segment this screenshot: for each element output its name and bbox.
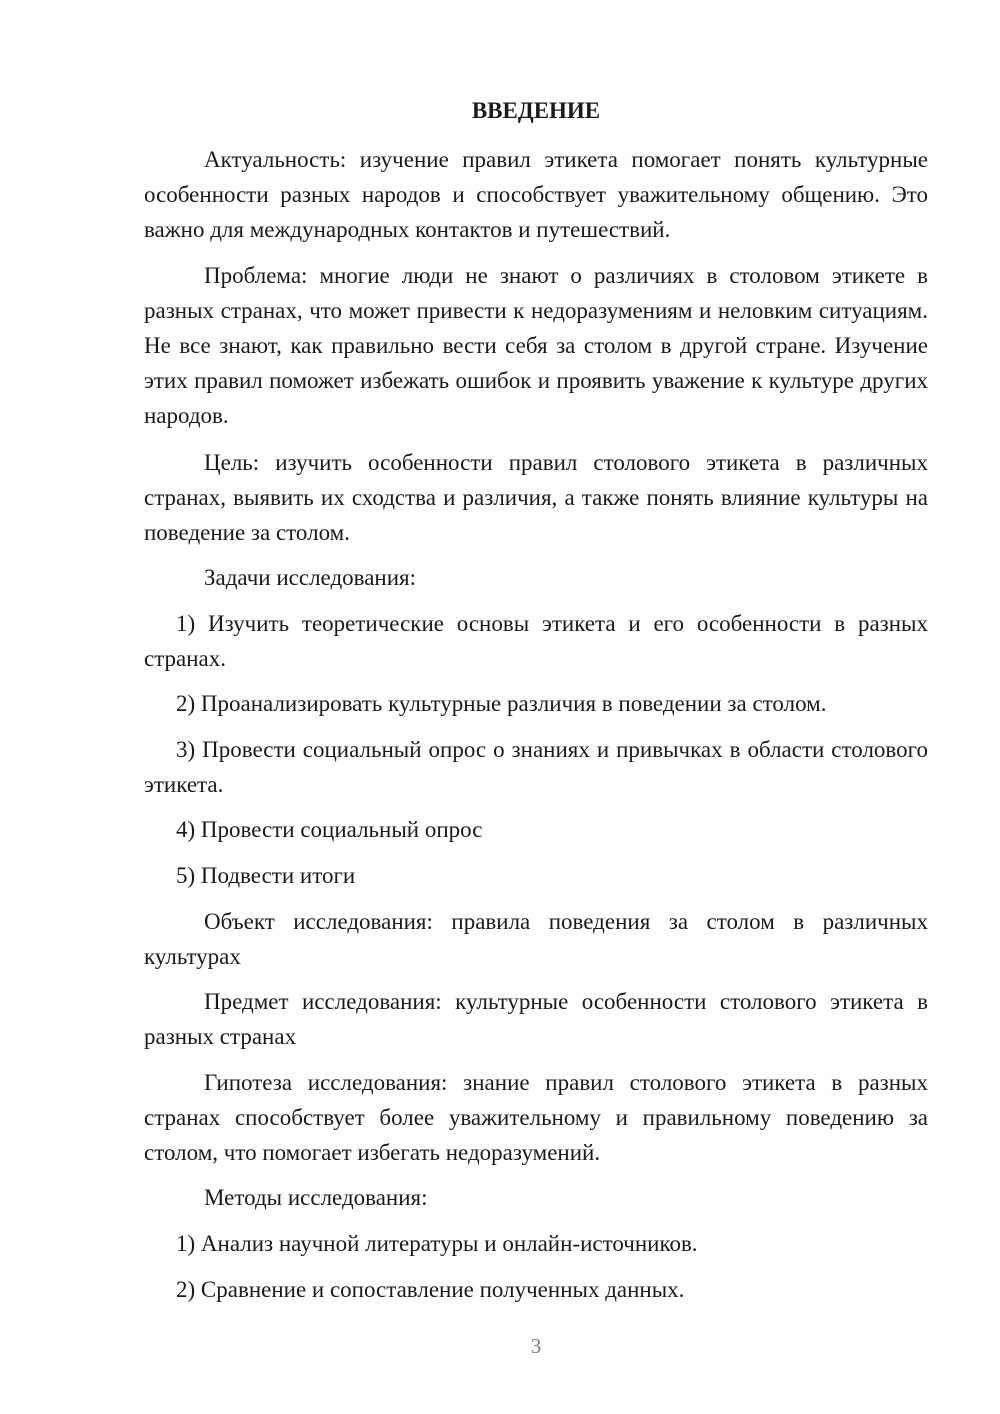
page-number: 3	[530, 1334, 542, 1358]
paragraph-object: Объект исследования: правила поведения за столом в различных культурах	[144, 909, 928, 969]
list-item-task-3: 3) Провести социальный опрос о знаниях и привычках в области столового этикета.	[144, 737, 928, 797]
paragraph-relevance: Актуальность: изучение правил этикета помогает понять культурные особенности разных народов и способствует уважительному общению. Это важно для международных контактов и путешествий.	[144, 147, 928, 242]
list-item-task-2: 2) Проанализировать культурные различия в поведении за столом.	[176, 691, 827, 716]
paragraph-goal: Цель: изучить особенности правил столового этикета в различных странах, выявить их сходства и различия, а также понять влияние культуры на поведение за столом.	[144, 450, 928, 545]
paragraph-subject: Предмет исследования: культурные особенности столового этикета в разных странах	[144, 989, 928, 1049]
list-item-method-1: 1) Анализ научной литературы и онлайн-источников.	[176, 1231, 698, 1256]
paragraph-problem: Проблема: многие люди не знают о различиях в столовом этикете в разных странах, что может привести к недоразумениям и неловким ситуациям. Не все знают, как правильно вести себя за столом в другой стране. Изучение этих правил поможет избежать ошибок и проявить уважение к культуре других народов.	[144, 263, 928, 428]
paragraph-tasks-heading: Задачи исследования:	[204, 565, 417, 590]
list-item-task-5: 5) Подвести итоги	[176, 863, 356, 888]
list-item-task-1: 1) Изучить теоретические основы этикета и его особенности в разных странах.	[144, 611, 928, 671]
paragraph-hypothesis: Гипотеза исследования: знание правил столового этикета в разных странах способствует более уважительному и правильному поведению за столом, что помогает избегать недоразумений.	[144, 1070, 928, 1165]
paragraph-methods-heading: Методы исследования:	[204, 1185, 428, 1210]
list-item-task-4: 4) Провести социальный опрос	[176, 817, 483, 842]
page-title: ВВЕДЕНИЕ	[471, 98, 601, 123]
list-item-method-2: 2) Сравнение и сопоставление полученных данных.	[176, 1277, 685, 1302]
